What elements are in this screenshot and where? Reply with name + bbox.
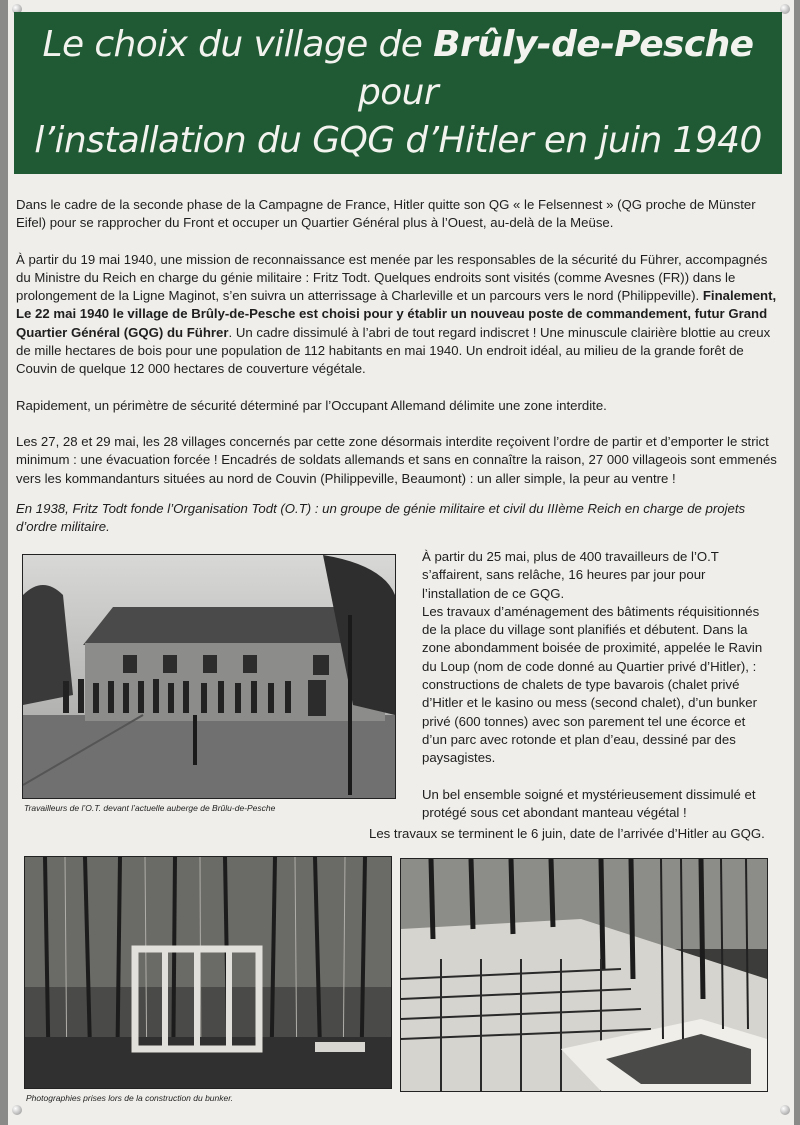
photo-bunker-frame <box>24 856 392 1089</box>
workers-photo-image <box>23 555 395 798</box>
paragraph-2 <box>16 251 778 379</box>
title-village: Brûly-de-Pesche <box>433 24 754 65</box>
paragraph-2-b: . Un cadre dissimulé à l’abri de tout regard indiscret ! Une minuscule clairière blottie au creux de mille hectares de bois pour une population de 112 habitants en mai 1940. Un endroit idéal, au milieu de la grande forêt de Couvin de quelque 12 000 hectares de couverture végétale. <box>16 324 771 377</box>
title-line-2: l’installation du GQG d’Hitler en juin 1940 <box>34 120 762 161</box>
bunker-frame-photo-image <box>25 857 391 1088</box>
paragraph-9: Les travaux se terminent le 6 juin, date de l’arrivée d’Hitler au GQG. <box>369 826 765 841</box>
paragraph-4: Les 27, 28 et 29 mai, les 28 villages concernés par cette zone désormais interdite reçoivent l’ordre de partir et d’emporter le strict minimum : une évacuation forcée ! Encadrés de soldats allemands et sans en connaître la raison, 27 000 villageois sont emmenés vers les kommandanturs situées au nord de Couvin (Philippeville, Beaumont) : un aller simple, la peur au ventre ! <box>16 433 777 486</box>
paragraph-7: Les travaux d’aménagement des bâtiments réquisitionnés de la place du village sont planifiés et débutent. Dans la zone abondamment boisée de proximité, appelée le Ravin du Loup (nom de code donné au Quartier privé d’Hitler), : constructions de chalets de type bavarois (chalet privé d’Hitler et le kasino ou mess (second chalet), d’un bunker privé (600 tonnes) avec son parement tel une écorce et d’un parc avec rotonde et plan d’eau, dessiné par des paysagistes. <box>422 603 763 766</box>
side-paragraphs <box>422 548 772 822</box>
paragraph-5: En 1938, Fritz Todt fonde l’Organisation Todt (O.T) : un groupe de génie militaire et civil du IIIème Reich en charge de projets d’ordre militaire. <box>16 500 746 535</box>
title-part: Le choix du village de <box>42 24 434 65</box>
paragraph-1: Dans le cadre de la seconde phase de la Campagne de France, Hitler quitte son QG « le Felsennest » (QG proche de Münster Eifel) pour se rapprocher du Front et occuper un Quartier Général plus à l’Ouest, au-delà de la Meüse. <box>16 197 756 231</box>
bunker-construction-photo-image <box>401 859 767 1091</box>
paragraph-6: À partir du 25 mai, plus de 400 travailleurs de l’O.T s’affairent, sans relâche, 16 heures par jour pour l’installation de ce GQG. <box>422 549 719 601</box>
screw-icon <box>780 1105 790 1115</box>
paragraph-8: Un bel ensemble soigné et mystérieusement dissimulé et protégé sous cet abondant manteau végétal ! <box>422 786 756 820</box>
caption-bunker-photos: Photographies prises lors de la construction du bunker. <box>26 1093 234 1103</box>
photo-bunker-construction <box>400 858 768 1092</box>
information-panel <box>8 0 794 1125</box>
intro-paragraphs <box>16 196 778 536</box>
paragraph-3: Rapidement, un périmètre de sécurité déterminé par l’Occupant Allemand délimite une zone interdite. <box>16 397 607 413</box>
page-title <box>14 21 782 165</box>
paragraph-2-a: À partir du 19 mai 1940, une mission de reconnaissance est menée par les responsables de la sécurité du Führer, accompagnés du Ministre du Reich en charge du génie militaire : Fritz Todt. Quelques endroits sont visités (comme Avesnes (FR)) dans le prolongement de la Ligne Maginot, s’en suivra un atterrissage à Charleville et un parcours vers le nord (Philippeville). <box>16 251 768 304</box>
paragraph-2-bold: Finalement, Le 22 mai 1940 le village de Brûly-de-Pesche est choisi pour y établir un nouveau poste de commandement, futur Grand Quartier Général (GQG) du Führer <box>16 288 777 340</box>
title-part: pour <box>357 72 439 113</box>
photo-workers <box>22 554 396 799</box>
caption-photo-workers: Travailleurs de l’O.T. devant l’actuelle auberge de Brûlu-de-Pesche <box>24 803 276 813</box>
title-banner <box>14 12 782 174</box>
screw-icon <box>12 1105 22 1115</box>
